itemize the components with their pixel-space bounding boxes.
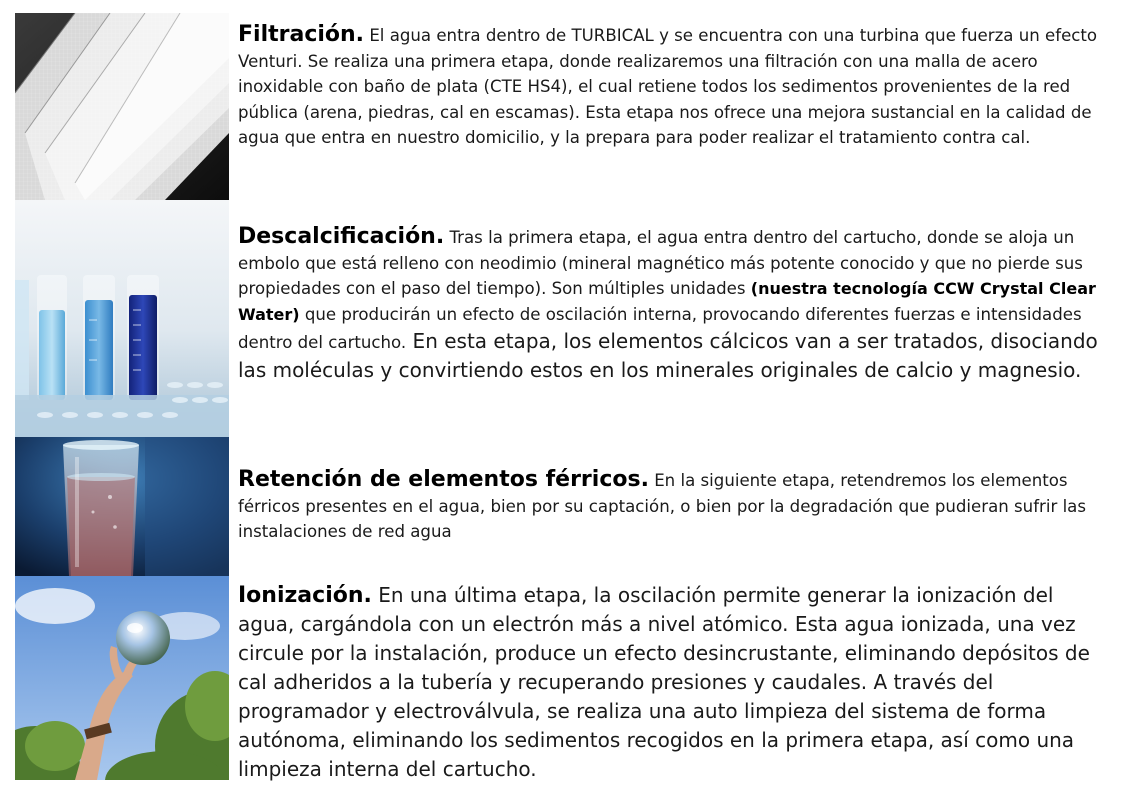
section-body: En la siguiente etapa, retendremos los elementos férricos presentes en el agua, bien por su captación, o bien por la degradación que pudieran sufrir las instalaciones de red agua <box>238 471 1086 542</box>
section-body: El agua entra dentro de TURBICAL y se encuentra con una turbina que fuerza un efecto Venturi. Se realiza una primera etapa, donde realizaremos una filtración con una malla de acero inoxidable con baño de plata (CTE HS4), el cual retiene todos los sedimentos provenientes de la red pública (arena, piedras, cal en escamas). Esta etapa nos ofrece una mejora sustancial en la calidad de agua que entra en nuestro domicilio, y la prepara para poder realizar el tratamiento contra cal. <box>238 26 1098 148</box>
crystal-ball-hand-image <box>15 576 229 780</box>
section-ionizacion <box>238 581 1116 784</box>
section-filtracion <box>238 22 1116 151</box>
test-tubes-image <box>15 200 229 437</box>
section-body: En una última etapa, la oscilación permite generar la ionización del agua, cargándola con un electrón más a nivel atómico. Esta agua ionizada, una vez circule por la instalación, produce un efecto desincrustante, eliminando depósitos de cal adheridos a la tubería y recuperando presiones y caudales. A través del programador y electroválvula, se realiza una auto limpieza del sistema de forma autónoma, eliminando los sedimentos recogidos en la primera etapa, así como una limpieza interna del cartucho. <box>238 583 1090 781</box>
section-title: Ionización. <box>238 583 372 608</box>
section-title: Filtración. <box>238 22 365 47</box>
section-body: que producirán un efecto de oscilación interna, provocando diferentes fuerzas e intensidades dentro del cartucho. <box>238 304 1082 353</box>
filter-mesh-image <box>15 13 229 200</box>
section-retencion-ferricos <box>238 467 1116 545</box>
glass-of-water-image <box>15 437 229 576</box>
section-descalcificacion <box>238 224 1116 385</box>
section-body-large: En esta etapa, los elementos cálcicos van a ser tratados, disociando las moléculas y convirtiendo estos en los minerales originales de calcio y magnesio. <box>238 329 1098 382</box>
section-title: Retención de elementos férricos. <box>238 467 649 492</box>
section-title: Descalcificación. <box>238 224 445 249</box>
section-body: Tras la primera etapa, el agua entra dentro del cartucho, donde se aloja un embolo que está relleno con neodimio (mineral magnético más potente conocido y que no pierde sus propiedades con el paso del tiempo). Son múltiples unidades <box>238 228 1083 299</box>
technology-highlight: (nuestra tecnología CCW Crystal Clear Water) <box>238 279 1096 324</box>
